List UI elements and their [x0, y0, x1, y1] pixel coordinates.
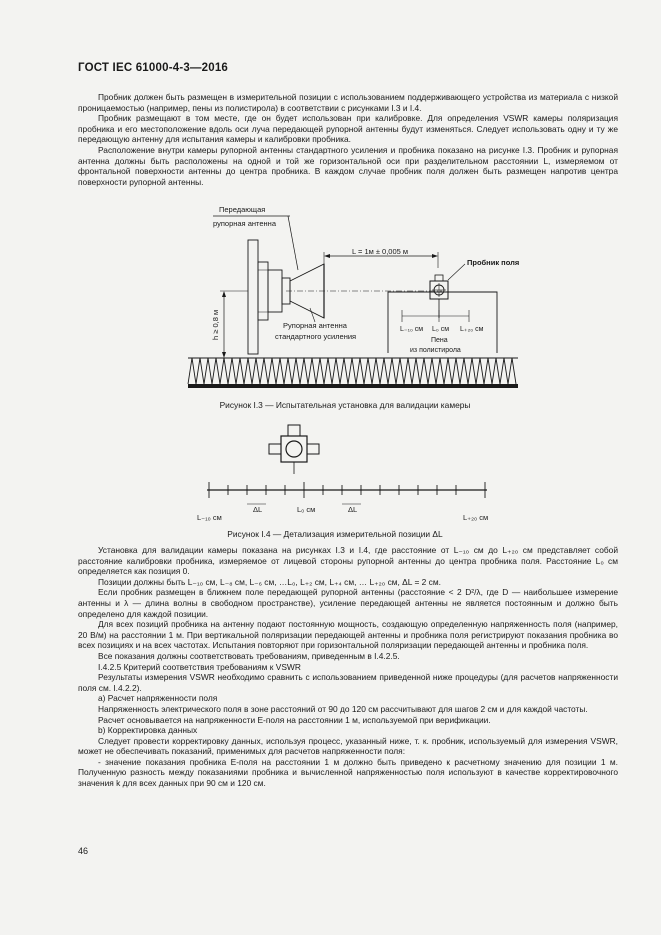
label-standard-horn-1: Рупорная антенна — [283, 321, 347, 330]
label-l-minus-10: L₋₁₀ см — [400, 326, 424, 333]
list-item: b) Корректировка данных — [98, 725, 198, 736]
paragraph: Результаты измерения VSWR необходимо сравнить с использованием приведенной ниже процедуры (для расчетов напряженности поля см. I.4.2.2). — [78, 672, 618, 693]
figure-i4-diagram — [195, 412, 500, 524]
label-field-probe: Пробник поля — [467, 258, 520, 267]
label-l-0: L₀ см — [297, 505, 316, 514]
paragraph: Все показания должны соответствовать требованиям, приведенным в I.4.2.5. — [98, 650, 400, 661]
figure-i3-diagram — [180, 198, 525, 396]
label-foam-1: Пена — [431, 337, 448, 344]
list-item: a) Расчет напряженности поля — [98, 693, 218, 704]
label-l-plus-20: L₊₂₀ см — [460, 326, 484, 333]
label-standard-horn-2: стандартного усиления — [275, 332, 357, 341]
label-delta-l-1: ΔL — [253, 505, 263, 514]
label-distance: L = 1м ± 0,005 м — [352, 247, 409, 256]
body-text — [78, 545, 618, 789]
label-height: h ≥ 0,8 м — [211, 309, 220, 340]
label-transmitting-antenna-2: рупорная антенна — [213, 219, 276, 228]
paragraph: Пробник должен быть размещен в измерительной позиции с использованием поддерживающего устройства из материала с низкой проницаемостью (например, пены из полистирола) в соответствии с рисунками I.3 и I.4. — [78, 92, 618, 113]
paragraph: Расположение внутри камеры рупорной антенны стандартного усиления и пробника показано на рисунке I.3. Пробник и рупорная антенна должны быть расположены на одной и той же горизонтальной оси при разделительном расстоянии L, измеряемом от фронтальной поверхности антенны до центра пробника. В каждом случае пробник поля должен быть размещен напротив центра поверхности рупорной антенны. — [78, 144, 618, 187]
intro-text — [78, 92, 618, 187]
paragraph: Позиции должны быть L₋₁₀ см, L₋₈ см, L₋₆ см, …L₀, L₊₂ см, L₊₄ см, … L₊₂₀ см, ΔL = 2 см. — [98, 576, 441, 587]
section-heading: I.4.2.5 Критерий соответствия требованиям к VSWR — [98, 661, 301, 672]
paragraph: Установка для валидации камеры показана на рисунках I.3 и I.4, где расстояние от L₋₁₀ см до L₊₂₀ см представляет собой расстояние калибровки пробника, измеряемое от лицевой стороны рупорной антенны до центра пробника поля. Расстояние L₀ см определяется как позиция 0. — [78, 545, 618, 577]
label-l-minus-10: L₋₁₀ см — [197, 513, 222, 522]
figure-i3-caption: Рисунок I.3 — Испытательная установка для валидации камеры — [219, 400, 471, 410]
paragraph: - значение показания пробника E-поля на расстоянии 1 м должно быть приведено к расчетному значению для позиции 1 м. Полученную разность между показаниями пробника и вычисленной напряженностью поля используют в качестве корректировочного значения k для всех данных при 90 см и 120 см. — [78, 756, 618, 789]
paragraph: Если пробник размещен в ближнем поле передающей рупорной антенны (расстояние < 2 D²/λ, где D — наибольшее измерение антенны и λ — длина волны в свободном пространстве), усиление передающей антенны не является постоянным и должно быть определено для каждой позиции. — [78, 587, 618, 619]
paragraph: Следует провести корректировку данных, используя процесс, указанный ниже, т. к. пробник, используемый для измерения VSWR, может не обеспечивать показаний, применимых для расчетов напряженности поля: — [78, 735, 618, 757]
label-delta-l-2: ΔL — [348, 505, 358, 514]
paragraph: Пробник размещают в том месте, где он будет использован при калибровке. Для определения VSWR камеры поляризация пробника и его местоположение вдоль оси луча передающей рупорной антенны будут изменяться. Следует использовать одну и ту же передающую антенну для испытания камеры и калибровки пробника. — [78, 113, 618, 145]
label-l-0: L₀ см — [432, 326, 450, 333]
page-header: ГОСТ IEC 61000-4-3—2016 — [78, 62, 229, 74]
label-foam-2: из полистирола — [410, 347, 461, 354]
paragraph: Расчет основывается на напряженности E-поля на расстоянии 1 м, используемой при верификации. — [98, 714, 491, 725]
label-l-plus-20: L₊₂₀ см — [463, 513, 489, 522]
figure-i4-caption: Рисунок I.4 — Детализация измерительной позиции ΔL — [227, 529, 443, 539]
label-transmitting-antenna-1: Передающая — [219, 205, 266, 214]
paragraph: Для всех позиций пробника на антенну подают постоянную мощность, создающую определенную напряженность поля (например, 20 В/м) на расстоянии 1 м. При вертикальной поляризации передающей антенны и пробника поля регистрируют показания пробника во всех позициях и на всех частотах. Испытания повторяют при горизонтальной поляризации передающей антенны и пробника поля. — [78, 619, 618, 651]
paragraph: Напряженность электрического поля в зоне расстояний от 90 до 120 см рассчитывают для шагов 2 см и для каждой частоты. — [98, 703, 588, 714]
page-number: 46 — [78, 846, 89, 856]
